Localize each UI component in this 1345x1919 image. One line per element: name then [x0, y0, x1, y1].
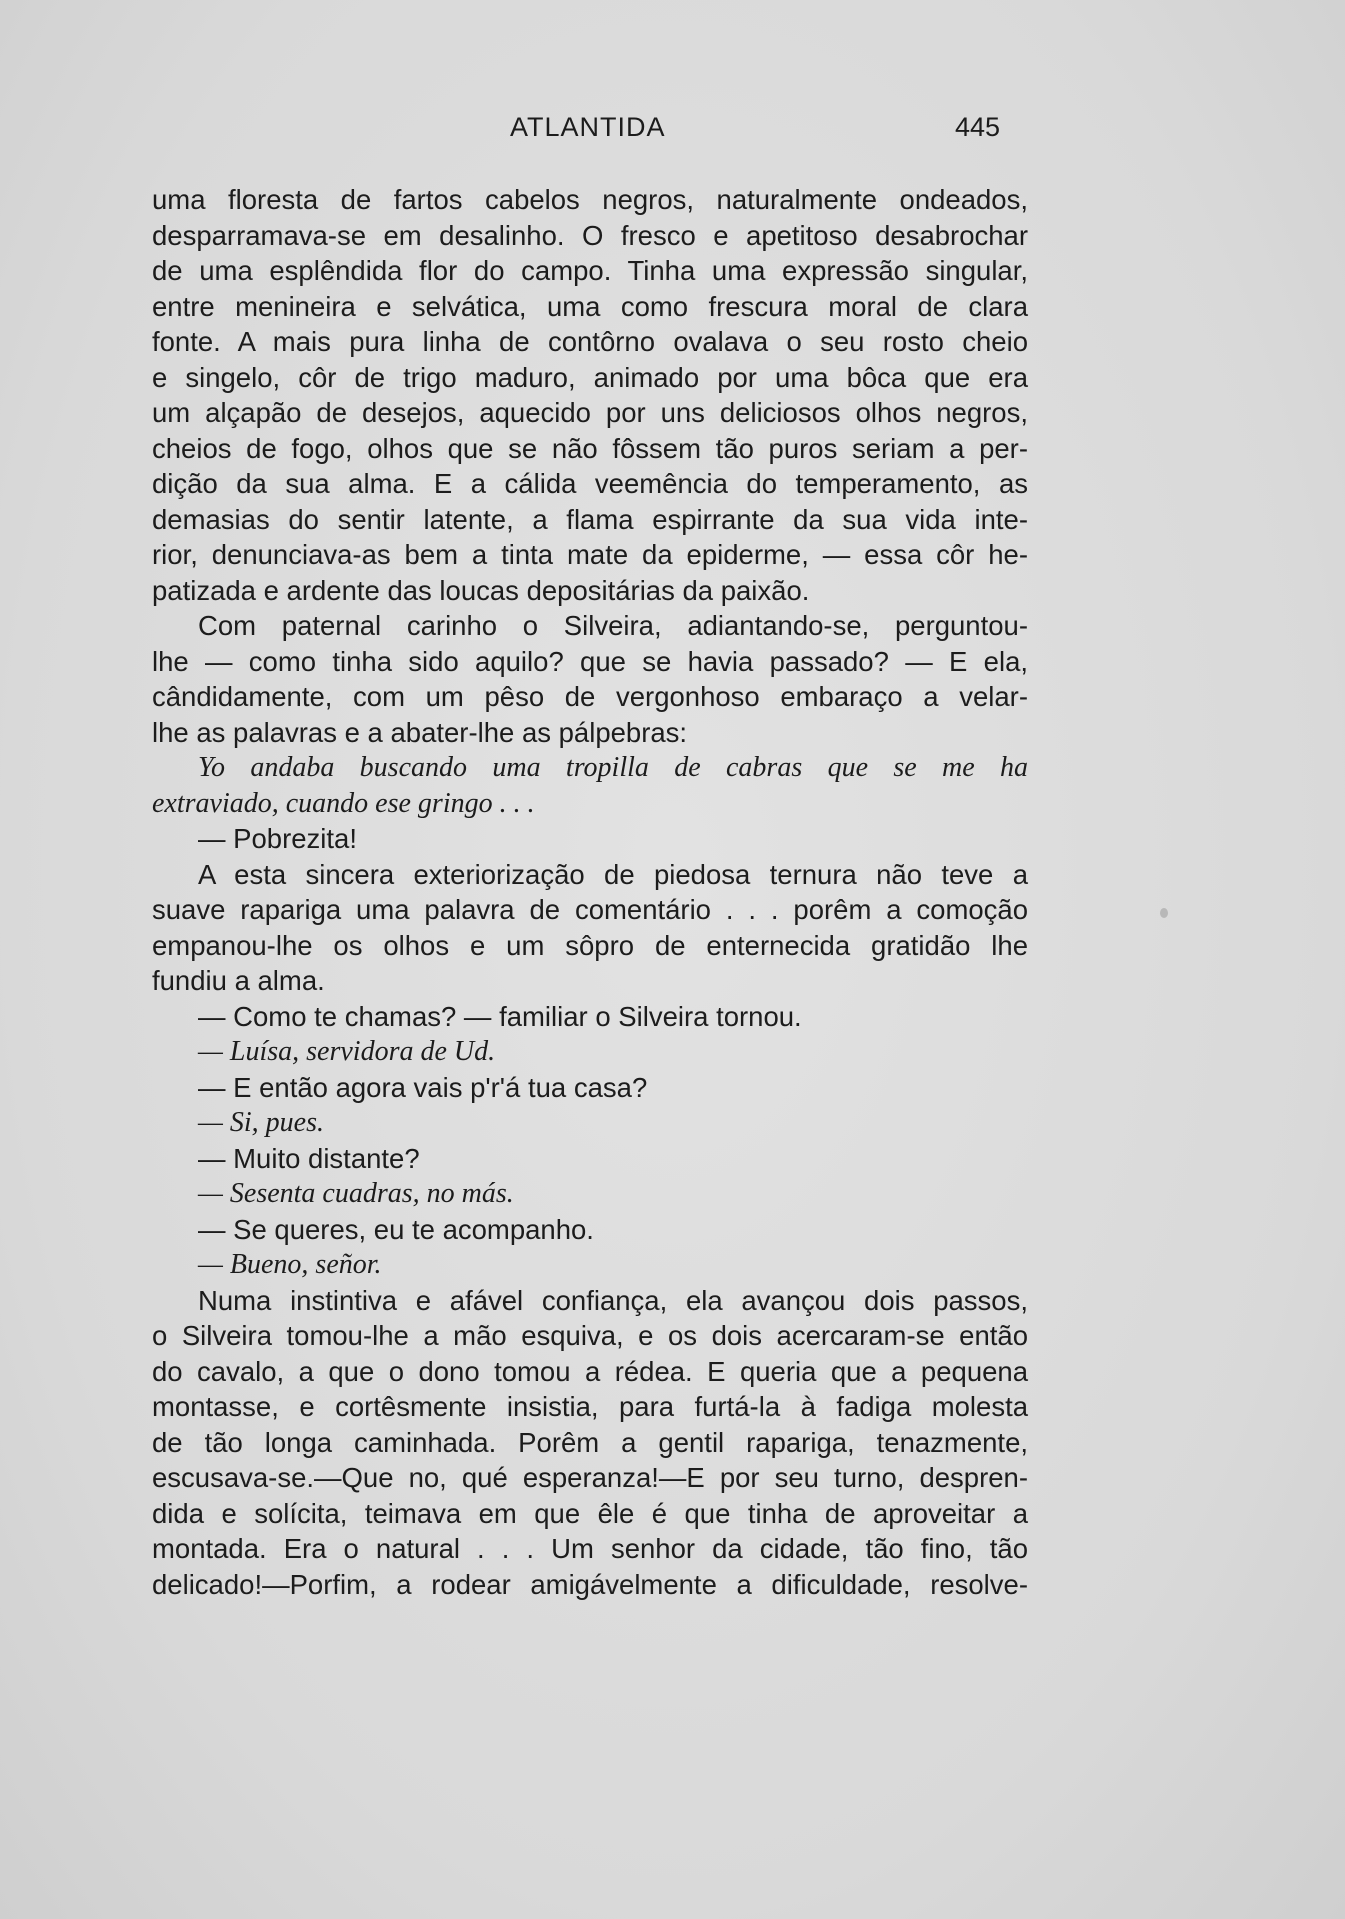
- text-line: um alçapão de desejos, aquecido por uns deliciosos olhos negros,: [152, 397, 1028, 428]
- text-line: de uma esplêndida flor do campo. Tinha uma expressão singular,: [152, 255, 1028, 286]
- dialogue-line: — Como te chamas? — familiar o Silveira tornou.: [198, 1000, 802, 1032]
- dialogue-line: — E então agora vais p'r'á tua casa?: [198, 1071, 648, 1103]
- page-number: 445: [954, 112, 1000, 142]
- text-line: montada. Era o natural . . . Um senhor da cidade, tão fino, tão: [152, 1533, 1028, 1564]
- text-line: suave rapariga uma palavra de comentário . . . porêm a comoção: [152, 894, 1028, 925]
- text-line: entre menineira e selvática, uma como frescura moral de clara: [152, 290, 1028, 322]
- dialogue-line: — Pobrezita!: [198, 823, 357, 854]
- text-line: Numa instintiva e afável confiança, ela avançou dois passos,: [198, 1284, 1028, 1316]
- body-text: [152, 182, 1028, 1602]
- text-line: dição da sua alma. E a cálida veemência do temperamento, as: [152, 468, 1028, 499]
- italic-text-line: extraviado, cuando ese gringo . . .: [152, 787, 535, 819]
- text-line: desparramava-se em desalinho. O fresco e apetitoso desabrochar: [152, 219, 1028, 251]
- text-line: patizada e ardente das loucas depositárias da paixão.: [152, 574, 810, 606]
- text-line: do cavalo, a que o dono tomou a rédea. E queria que a pequena: [152, 1355, 1028, 1387]
- text-line: de tão longa caminhada. Porêm a gentil rapariga, tenazmente,: [152, 1426, 1028, 1458]
- dialogue-line: — Bueno, señor.: [198, 1249, 382, 1280]
- dialogue-line: — Se queres, eu te acompanho.: [198, 1213, 594, 1245]
- dialogue-line: — Luísa, servidora de Ud.: [198, 1036, 496, 1067]
- text-line: lhe as palavras e a abater-lhe as pálpebras:: [152, 716, 688, 748]
- text-line: cheios de fogo, olhos que se não fôssem tão puros seriam a per-: [152, 432, 1028, 464]
- text-line: empanou-lhe os olhos e um sôpro de enternecida gratidão lhe: [152, 929, 1028, 961]
- text-line: A esta sincera exteriorização de piedosa ternura não teve a: [198, 858, 1028, 890]
- text-line: Com paternal carinho o Silveira, adiantando-se, perguntou-: [198, 610, 1028, 641]
- text-line: fonte. A mais pura linha de contôrno ovalava o seu rosto cheio: [152, 326, 1028, 357]
- text-line: fundiu a alma.: [152, 965, 325, 996]
- text-line: uma floresta de fartos cabelos negros, naturalmente ondeados,: [152, 184, 1028, 215]
- text-line: delicado!—Porfim, a rodear amigávelmente a dificuldade, resolve-: [152, 1568, 1028, 1600]
- text-line: montasse, e cortêsmente insistia, para furtá-la à fadiga molesta: [152, 1391, 1028, 1422]
- dialogue-line: — Si, pues.: [198, 1107, 324, 1138]
- dialogue-line: — Muito distante?: [198, 1142, 420, 1174]
- text-line: o Silveira tomou-lhe a mão esquiva, e os dois acercaram-se então: [152, 1320, 1028, 1351]
- page-header: [150, 112, 1020, 152]
- text-line: rior, denunciava-as bem a tinta mate da epiderme, — essa côr he-: [152, 539, 1028, 570]
- text-line: demasias do sentir latente, a flama espirrante da sua vida inte-: [152, 503, 1028, 535]
- text-line: escusava-se.—Que no, qué esperanza!—E por seu turno, despren-: [152, 1462, 1028, 1493]
- paper-speck: [1160, 908, 1168, 918]
- italic-text-line: Yo andaba buscando uma tropilla de cabras que se me ha: [198, 752, 1028, 783]
- running-title: ATLANTIDA: [510, 112, 666, 142]
- text-line: dida e solícita, teimava em que êle é que tinha de aproveitar a: [152, 1497, 1028, 1529]
- text-line: lhe — como tinha sido aquilo? que se havia passado? — E ela,: [152, 645, 1028, 677]
- text-line: cândidamente, com um pêso de vergonhoso embaraço a velar-: [152, 681, 1028, 712]
- text-line: e singelo, côr de trigo maduro, animado por uma bôca que era: [152, 361, 1028, 393]
- dialogue-line: — Sesenta cuadras, no más.: [198, 1178, 514, 1209]
